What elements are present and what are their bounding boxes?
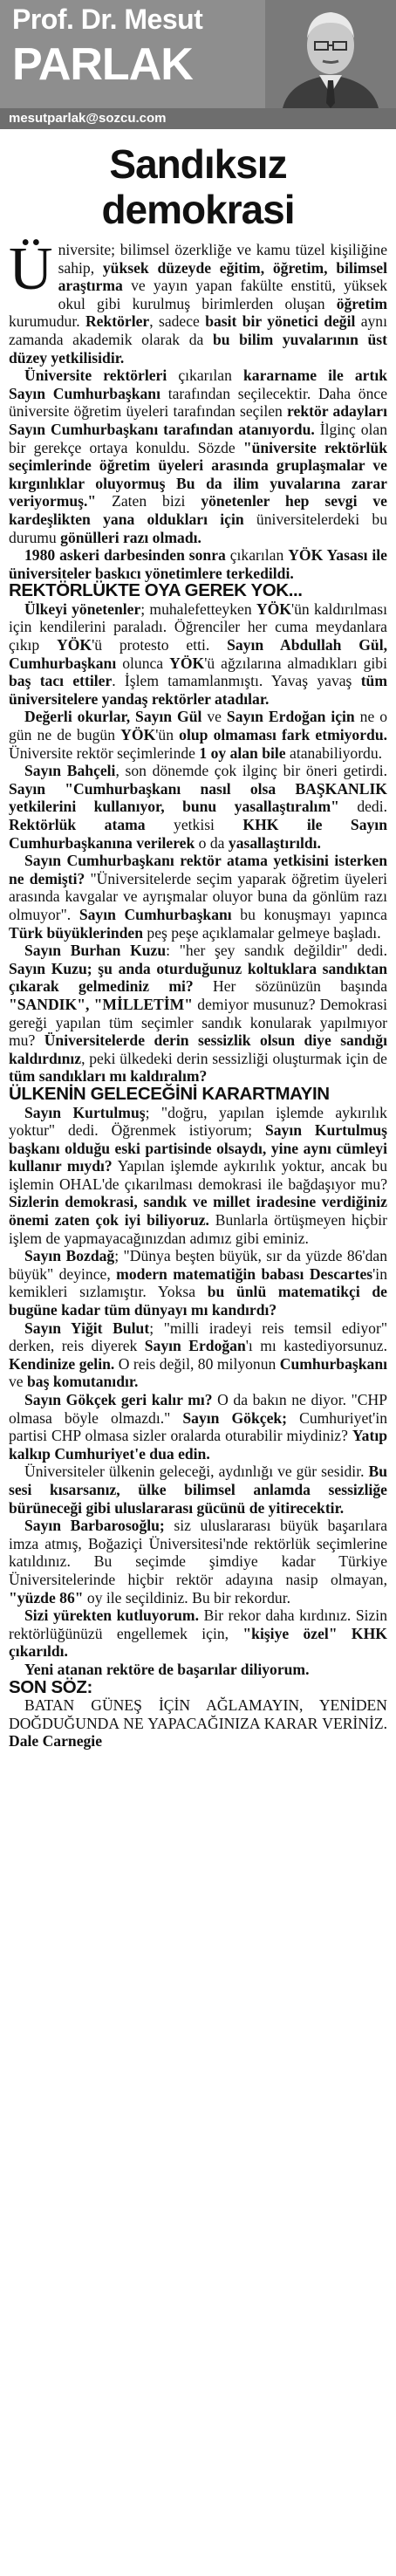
- text: yasallaştırıldı.: [228, 833, 321, 852]
- text: "kişiye özel" KHK çıkarıldı.: [9, 1624, 387, 1661]
- text: YÖK: [120, 726, 156, 744]
- text: olunca: [116, 654, 170, 672]
- paragraph: [9, 852, 387, 942]
- text: : "her şey sandık değildir" dedi.: [166, 942, 388, 960]
- text: basit bir yönetici değil: [205, 312, 356, 331]
- section-heading: REKTÖRLÜKTE OYA GEREK YOK...: [9, 580, 303, 601]
- text: 'ün kaldırılması için kendilerini paraladı. Öğrenciler her cuma meydanlara çıkıp: [9, 599, 387, 654]
- text: 'in kemikleri sızlamıştır. Yoksa: [9, 1264, 387, 1301]
- text: baş tacı ettiler: [9, 672, 113, 690]
- text: modern matematiğin babası Descartes: [116, 1264, 373, 1283]
- text: O reis değil, 80 milyonun: [114, 1354, 280, 1373]
- text: Sayın Gökçek;: [182, 1408, 288, 1427]
- text: Türk büyüklerinden: [9, 923, 144, 942]
- text: . İşlem tamamlanmıştı. Yavaş yavaş: [112, 672, 361, 690]
- text: O da bakın ne diyor. "CHP olmasa böyle olmazdı.": [9, 1391, 388, 1427]
- text: yetkisi: [145, 816, 243, 833]
- text: siz uluslararası büyük başarılara imza atmış, Boğaziçi Üniversitesi'nde rektörlük seçimlerine katıldınız. Bu seçimde şimdiye kadar Türkiye Üniversitelerinde hiçbir rektör adayına nasip olmayan,: [9, 1517, 388, 1588]
- paragraph: [9, 1319, 387, 1391]
- text: oy ile seçildiniz. Bu bir rekordur.: [83, 1588, 290, 1607]
- text: Sayın Burhan Kuzu: [24, 942, 167, 960]
- text: 'ün: [155, 726, 180, 744]
- text: Sayın Bozdağ: [24, 1247, 115, 1265]
- text: Kendinize gelin.: [9, 1354, 115, 1373]
- text: peş peşe açıklamalar gelmeye başladı.: [143, 923, 381, 942]
- text: Sayın Yiğit Bulut: [24, 1319, 150, 1337]
- text: Bir rekor daha kırdınız. Sizin rektörlüğünüzü engellemek için,: [9, 1607, 387, 1642]
- title-line-2: demokrasi: [101, 187, 295, 232]
- author-email: mesutparlak@sozcu.com: [0, 108, 396, 129]
- text: Sizlerin demokrasi, sandık ve millet iradesine verdiğiniz önemi zaten çok iyi biliyoruz.: [9, 1193, 387, 1230]
- column-header: [0, 0, 396, 129]
- text: bu bilim yuvalarının üst düzey yetkilisidir.: [9, 330, 387, 367]
- text: Üniversite rektör seçimlerinde: [9, 743, 200, 762]
- paragraph: [9, 546, 387, 582]
- text: Sayın Gökçek geri kalır mı?: [24, 1391, 213, 1408]
- text: "üniversite rektörlük seçimlerinde öğretim üyeleri arasında gruplaşmalar ve kırgınlıklar oluyormuş Bu da ilim yuvalarına zarar veriyormuş.": [9, 438, 387, 510]
- section-heading: ÜLKENİN GELECEĞİNİ KARARTMAYIN: [9, 1083, 330, 1104]
- text: tüm sandıkları mı kaldıralım?: [9, 1067, 208, 1086]
- author-name-line1: Prof. Dr. Mesut: [12, 3, 203, 35]
- text: kararname ile artık Sayın Cumhurbaşkanı: [9, 367, 387, 402]
- text: Rektörler: [85, 312, 150, 331]
- text: BATAN GÜNEŞ İÇİN AĞLAMAYIN, YENİDEN DOĞDUĞUNDA NE YAPACAĞINIZA KARAR VERİNİZ.: [9, 1696, 387, 1732]
- text: Bunlarla örtüşmeyen hiçbir işlem de yapmayacağınızdan adımız gibi eminiz.: [9, 1211, 387, 1247]
- paragraph: [9, 1104, 387, 1248]
- text: tüm üniversitelere yandaş rektörler atadılar.: [9, 672, 387, 708]
- text: Sayın "Cumhurbaşkanı nasıl olsa BAŞKANLIK yetkilerini kullanıyor, bunu yasallaştıralım": [9, 779, 387, 816]
- text: üniversitelerdeki bu durumu: [9, 510, 387, 546]
- text: , peki ülkedeki derin sessizliği oluşturmak için de: [81, 1049, 387, 1067]
- text: YÖK Yasası ile üniversiteler baskıcı yönetimlere terkedildi.: [9, 546, 387, 582]
- text: YÖK: [169, 654, 205, 672]
- paragraph: [9, 236, 387, 367]
- text: baş komutanıdır.: [27, 1373, 139, 1391]
- text: atanabiliyordu.: [285, 743, 383, 762]
- text: Değerli okurlar, Sayın Gül: [24, 708, 202, 726]
- text: KHK ile Sayın Cumhurbaşkanına verilerek: [9, 816, 387, 852]
- text: Bu sesi kısarsanız, ülke bilimsel anlamda sessizliğe bürüneceği gibi uluslararası gücünü de yitirecektir.: [9, 1463, 387, 1517]
- text: gönülleri razı olmadı.: [60, 528, 201, 546]
- paragraph: [9, 762, 387, 852]
- text: Yapılan işlemde aykırılık yoktur, ancak bu işlemin OHAL'de çıkarılması demokrasi ile bağdaşıyor mu?: [9, 1157, 388, 1193]
- text: kurumudur.: [9, 312, 85, 331]
- text: niversite; bilimsel özerkliğe ve kamu tüzel kişiliğine sahip,: [58, 241, 387, 277]
- text: YÖK: [57, 636, 92, 654]
- text: olup olmaması fark etmiyordu.: [179, 726, 388, 744]
- text: "SANDIK", "MİLLETİM": [9, 995, 194, 1013]
- paragraph: [9, 1607, 387, 1661]
- text: aynı zamanda akademik olarak da: [9, 312, 387, 348]
- text: Sayın Cumhurbaşkanı rektör atama yetkisini isterken ne demişti?: [9, 852, 387, 887]
- paragraph: [9, 1391, 387, 1463]
- text: Cumhurbaşkanı: [279, 1354, 387, 1373]
- text: İlginç olan bir gerekçe ortaya konuldu. Sözde: [9, 420, 387, 456]
- paragraph: [9, 600, 387, 709]
- text: 1980 askeri darbesinden sonra: [24, 546, 226, 565]
- text: "yüzde 86": [9, 1588, 84, 1607]
- article-title: [7, 141, 389, 232]
- text: ; muhalefetteyken: [140, 599, 256, 618]
- paragraph: [9, 1247, 387, 1319]
- paragraph: [9, 1661, 387, 1679]
- text: Zaten bizi: [96, 492, 201, 510]
- title-line-1: Sandıksız: [109, 141, 287, 187]
- text: tarafından seçilecektir. Daha önce üniversite öğretim üyeleri tarafından seçilen: [9, 384, 387, 421]
- closing-quote: [9, 1696, 387, 1750]
- text: Sayın Cumhurbaşkanı: [79, 905, 232, 923]
- text: Sayın Erdoğan için: [226, 708, 355, 726]
- text: ve: [9, 1373, 28, 1391]
- author-name-line2: PARLAK: [12, 39, 193, 90]
- text: bu konuşmayı yapınca: [231, 905, 387, 923]
- text: ; "milli iradeyi reis temsil ediyor" derken, reis diyerek: [9, 1319, 387, 1355]
- text: Yeni atanan rektöre de başarılar diliyorum.: [24, 1660, 310, 1678]
- text: bu ünlü matematikçi de bugüne kadar tüm dünyayı mı kandırdı?: [9, 1283, 387, 1319]
- text: Sayın Kurtulmuş başkanı olduğu eski partisinde olsaydı, yine aynı cümleyi kullanır mıydı?: [9, 1121, 387, 1175]
- quote-author: Dale Carnegie: [9, 1732, 102, 1750]
- text: 'ü ağzılarına almadıkları gibi: [204, 654, 387, 672]
- drop-cap: Ü: [9, 236, 53, 303]
- text: dedi.: [338, 798, 388, 816]
- text: 'ı mı kastediyorsunuz.: [245, 1337, 387, 1355]
- paragraph: [9, 1517, 387, 1607]
- article-body: [0, 236, 396, 1750]
- text: Sizi yürekten kutluyorum.: [24, 1607, 199, 1625]
- text: "Üniversitelerde seçim yaparak öğretim üyeleri arasında kavgalar ve ayrışmalar oluyor buna da gönlüm razı olmuyor".: [9, 869, 387, 923]
- text: Ülkeyi yönetenler: [24, 599, 141, 618]
- text: 'ü protesto etti.: [92, 636, 228, 654]
- text: çıkarılan: [225, 546, 289, 565]
- text: Sayın Kurtulmuş: [24, 1103, 146, 1121]
- text: YÖK: [256, 599, 291, 618]
- text: ve: [201, 708, 227, 726]
- author-photo: [265, 0, 396, 108]
- text: yüksek düzeyde eğitim, öğretim, bilimsel araştırma: [58, 258, 387, 295]
- text: ; "doğru, yapılan işlemde aykırılık yoktur" dedi. Öğrenmek istiyorum;: [9, 1103, 387, 1140]
- text: Sayın Barbarosoğlu;: [24, 1517, 165, 1535]
- text: çıkarılan: [167, 367, 244, 385]
- text: Cumhuriyet'in partisi CHP olmasa sizler oralarda oturabilir miydiniz?: [9, 1408, 388, 1445]
- text: Sayın Bahçeli: [24, 762, 116, 780]
- paragraph: [9, 708, 387, 762]
- text: Sayın Abdullah Gül, Cumhurbaşkanı: [9, 636, 387, 672]
- section-heading: SON SÖZ:: [9, 1676, 92, 1697]
- paragraph: [9, 1463, 387, 1517]
- text: o da: [195, 833, 229, 852]
- text: demiyor musunuz? Demokrasi gereği yapılan tüm seçimler sandık konularak yapılmıyor mu?: [9, 995, 387, 1050]
- text: , son dönemde çok ilginç bir öneri getirdi.: [115, 762, 388, 780]
- text: Her sözünüzün başında: [193, 977, 388, 996]
- text: Üniversiteler ülkenin geleceği, aydınlığı ve gür sesidir.: [24, 1463, 369, 1481]
- text: Sayın Erdoğan: [144, 1337, 246, 1355]
- paragraph: [9, 942, 387, 1086]
- text: yönetenler hep sevgi ve kardeşlikten yana oldukları için: [9, 492, 387, 528]
- text: 1 oy alan bile: [199, 743, 286, 762]
- text: Yatıp kalkıp Cumhuriyet'e dua edin.: [9, 1427, 387, 1463]
- text: Sayın Kuzu; şu anda oturduğunuz koltuklara sandıktan çıkarak gelmediniz mi?: [9, 959, 387, 996]
- text: rektör adayları Sayın Cumhurbaşkanı tarafından atanıyordu.: [9, 402, 388, 438]
- text: ; "Dünya beşten büyük, sır da yüzde 86'dan büyük" deyince,: [9, 1247, 388, 1283]
- text: Rektörlük atama: [9, 816, 146, 833]
- paragraph: [9, 367, 387, 546]
- text: Üniversitelerde derin sessizlik olsun diye sandığı kaldırdınız: [9, 1031, 387, 1067]
- text: Üniversite rektörleri: [24, 367, 167, 385]
- text: ve yayın yapan fakülte enstitü, yüksek okul gibi kurulmuş birimlerden oluşan: [58, 277, 387, 312]
- text: öğretim: [336, 294, 387, 312]
- text: , sadece: [149, 312, 206, 331]
- text: ne o gün ne de bugün: [9, 708, 388, 744]
